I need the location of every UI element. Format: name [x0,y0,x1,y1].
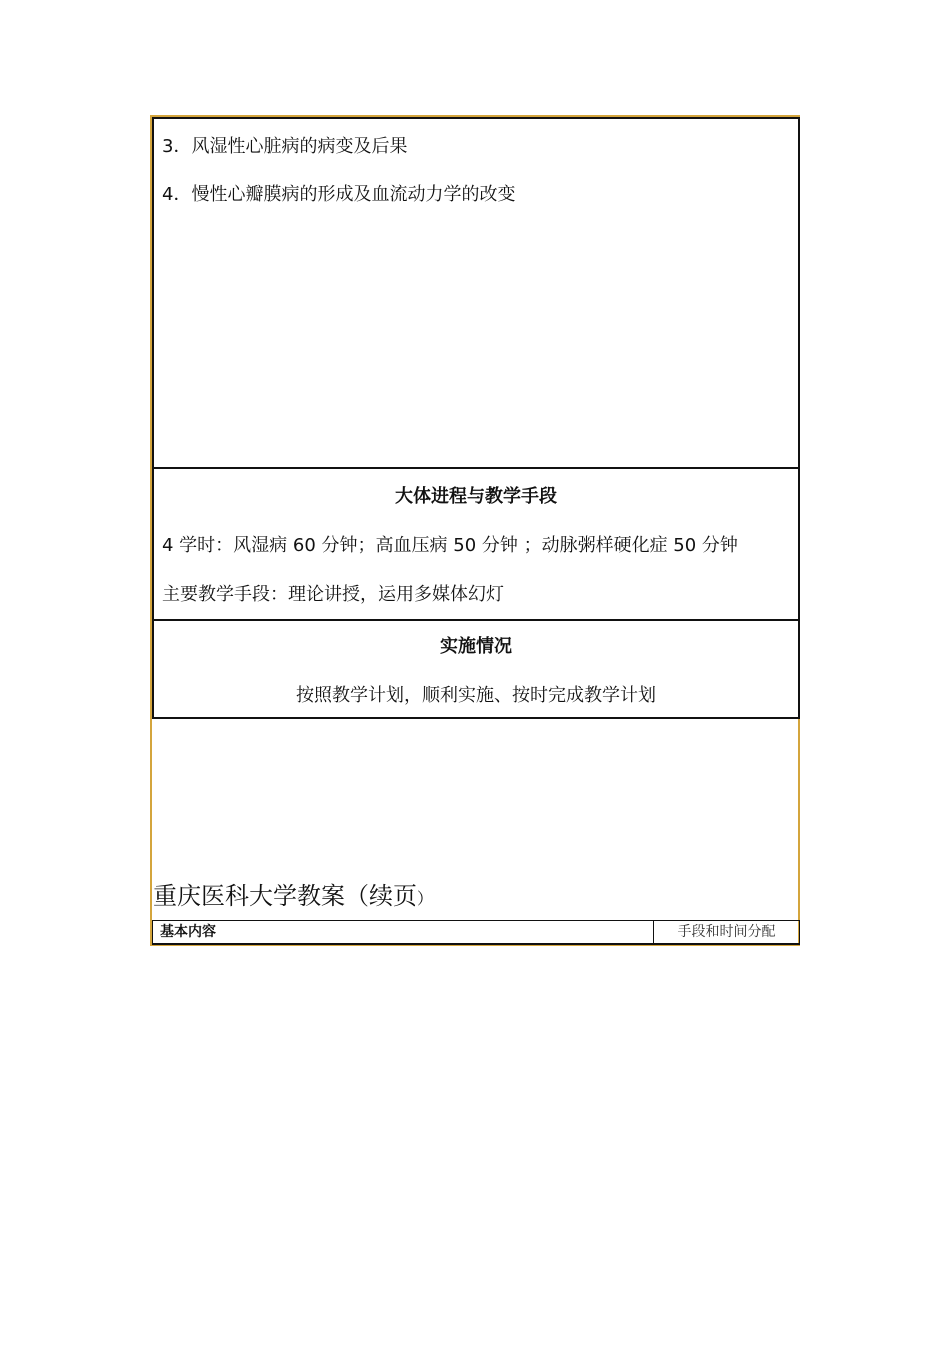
content-item: 3．风湿性心脏病的病变及后果 [162,136,408,157]
implementation-title: 实施情况 [440,636,512,657]
content-section [154,119,798,469]
continuation-page-title [153,880,433,915]
implementation-text: 按照教学计划，顺利实施、按时完成教学计划 [296,685,656,706]
time-allocation-text: 4 学时：风湿病 60 分钟；高血压病 50 分钟 ；动脉粥样硬化症 50 分钟 [162,535,738,556]
implementation-section [154,621,798,717]
continuation-title-close: ） [417,889,434,908]
basic-content-header: 基本内容 [153,921,654,943]
teaching-methods-text: 主要教学手段：理论讲授，运用多媒体幻灯 [162,584,504,605]
continuation-title-main: 重庆医科大学教案（续页 [153,882,417,910]
progress-section [154,469,798,621]
method-time-header: 手段和时间分配 [677,924,776,940]
continuation-header-row [152,920,800,945]
progress-title: 大体进程与教学手段 [395,486,557,507]
lesson-plan-table [152,117,800,719]
content-item: 4．慢性心瓣膜病的形成及血流动力学的改变 [162,184,516,205]
